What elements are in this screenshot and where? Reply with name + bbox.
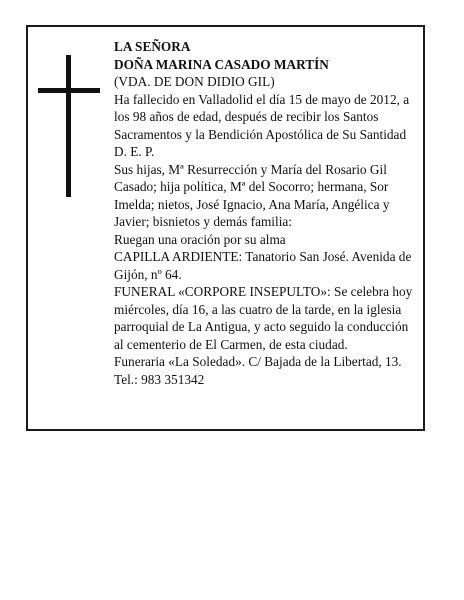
funeral-info: FUNERAL «CORPORE INSEPULTO»: Se celebra hoy miércoles, día 16, a las cuatro de la tarde, en la iglesia parroquial de La Antigua, y acto seguido la conducción al cementerio de El Carmen, de esta ciudad. — [114, 284, 413, 352]
deceased-name: DOÑA MARINA CASADO MARTÍN — [114, 56, 329, 72]
chapel-info: CAPILLA ARDIENTE: Tanatorio San José. Avenida de Gijón, nº 64. — [114, 249, 412, 282]
phone-number: Tel.: 983 351342 — [114, 371, 205, 387]
cross-vertical-bar — [66, 55, 71, 197]
prayer-request: Ruegan una oración por su alma — [114, 231, 286, 247]
cross-icon — [38, 55, 100, 197]
widow-of-line: (VDA. DE DON DIDIO GIL) — [114, 74, 275, 89]
family-members: Sus hijas, Mª Resurrección y María del Rosario Gil Casado; hija política, Mª del Socorro; hermana, Sor Imelda; nietos, José Ignacio, Ana María, Angélica y Javier; bisnietos y demás familia: — [114, 161, 390, 229]
heading-title: LA SEÑORA — [114, 39, 191, 54]
cross-horizontal-bar — [38, 88, 100, 93]
funeral-home: Funeraria «La Soledad». C/ Bajada de la Libertad, 13. — [114, 354, 402, 369]
death-announcement: Ha fallecido en Valladolid el día 15 de mayo de 2012, a los 98 años de edad, después de recibir los Santos Sacramentos y la Bendición Apostólica de Su Santidad — [114, 91, 410, 142]
dep-line: D. E. P. — [114, 144, 155, 159]
notice-body — [114, 38, 420, 388]
